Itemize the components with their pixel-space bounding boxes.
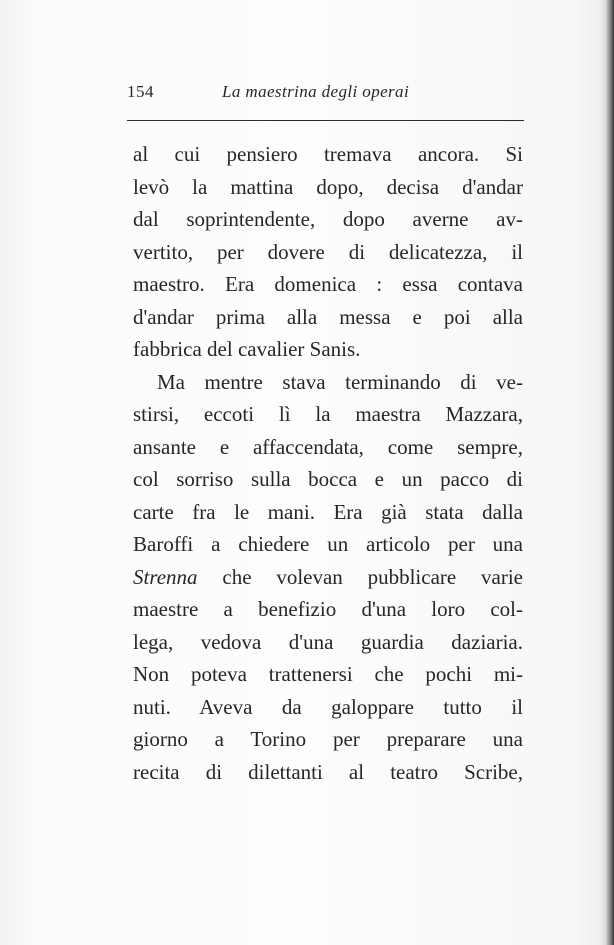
page-header (127, 82, 527, 106)
running-title: La maestrina degli operai (222, 82, 410, 101)
text-line: fabbrica del cavalier Sanis. (133, 337, 361, 361)
page-number: 154 (127, 82, 154, 101)
text-line (133, 561, 523, 594)
text-line: nuti. Aveva da galoppare tutto il (133, 694, 523, 719)
text-line: lega, vedova d'una guardia daziaria. (133, 629, 523, 654)
text-line: recita di dilettanti al teatro Scribe, (133, 759, 523, 784)
text-line: al cui pensiero tremava ancora. Si (133, 142, 523, 166)
italic-word: Strenna (133, 564, 198, 589)
text-line: Non poteva trattenersi che pochi mi- (133, 662, 523, 686)
text-line: levò la mattina dopo, decisa d'andar (133, 174, 523, 199)
text-line: dal soprintendente, dopo averne av- (133, 207, 523, 231)
text-line: giorno a Torino per preparare una (133, 727, 523, 751)
body-text (133, 138, 523, 788)
text-line: d'andar prima alla messa e poi alla (133, 304, 523, 329)
page-edge-shadow (600, 0, 614, 945)
text-line: col sorriso sulla bocca e un pacco di (133, 467, 523, 491)
header-rule (127, 120, 524, 121)
text-line: stirsi, eccoti lì la maestra Mazzara, (133, 402, 523, 426)
text-line: Baroffi a chiedere un articolo per una (133, 532, 523, 556)
text-line: maestre a benefizio d'una loro col- (133, 597, 523, 621)
text-line: carte fra le mani. Era già stata dalla (133, 499, 523, 524)
text-line-rest: che volevan pubblicare varie (197, 564, 523, 589)
text-line: Ma mentre stava terminando di ve- (157, 369, 523, 394)
text-line: ansante e affaccendata, come sempre, (133, 434, 523, 459)
text-line: maestro. Era domenica : essa contava (133, 272, 523, 296)
text-line: vertito, per dovere di delicatezza, il (133, 239, 523, 264)
